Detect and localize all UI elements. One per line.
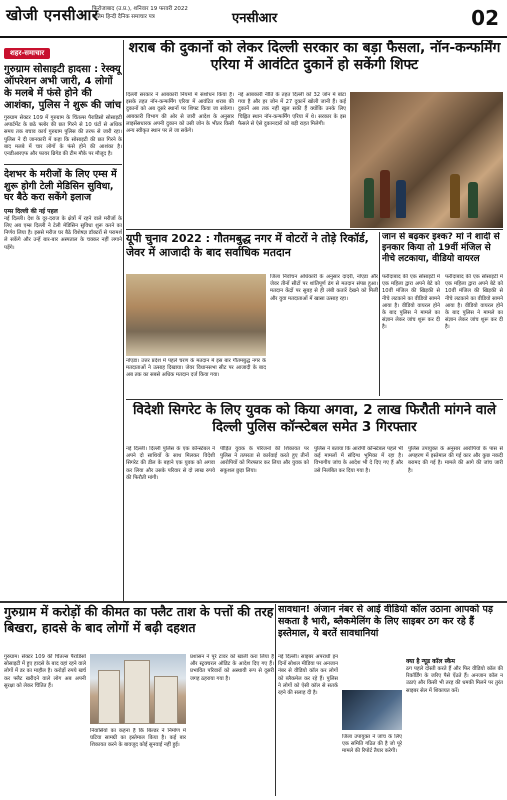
bottle-shape [396,180,406,218]
page-number: 02 [471,6,499,30]
story-body: पुलिस उपायुक्त के अनुसार आरोपियों के पास से अपहरण में इस्तेमाल की गई कार और कुछ नकदी बरामद की गई है। मामले की आगे की जांच जारी है। [408,446,503,474]
story-body: गुरुग्राम। सेक्टर 109 की चिंतल्स पैराडिसो सोसाइटी में हुए हादसे के बाद वहां रहने वाले लोगों में डर का माहौल है। करोड़ों रुपये खर्च कर फ्लैट खरीदने वाले लोग अब अपनी सुरक्षा को लेकर चिंतित हैं। [4,654,86,689]
story-subhead: क्या है न्यूड कॉल स्कैम [406,658,456,665]
bottle-shape [364,178,374,218]
section-divider [126,399,503,400]
story-headline: सावधान! अंजान नंबर से आई वीडियो कॉल उठाना आपको पड़ सकता है भारी, ब्लैकमेलिंग के लिए साइबर ठग कर रहे हैं इस्तेमाल, ये बरतें सावधानियां [278,604,493,639]
column-divider [123,40,124,602]
story-subhead: एम्स दिल्ली की नई पहल [4,207,58,215]
column-divider [275,604,276,796]
story-headline: गुरुग्राम सोसाइटी हादसा : रेस्क्यू ऑपरेशन अभी जारी, 4 लोगों के मलबे में फंसे होने की आशंका, पुलिस ने शुरू की जांच [4,64,122,111]
section-title: एनसीआर [232,11,278,26]
collapsed-building-photo [90,654,186,724]
story-body: गुरुग्राम सेक्टर 109 में गुरुग्राम के चिंतल्स पैराडिसो सोसाइटी अपार्टमेंट के छठे फ्लोर की छत गिरने से 10 घंटों से अधिक समय तक बचाव कार्य गुरुग्राम पुलिस की तरफ से जारी रहा। पुलिस ने दी जानकारी में कहा कि सोसाइटी की छत गिरने के बाद मलबे में चार लोगों के फंसे होने की आशंका है। एनडीआरएफ और फायर ब्रिगेड की टीम मौके पर मौजूद है। [4,115,122,158]
story-body: फरीदाबाद की एक सोसाइटी में एक महिला द्वारा अपने बेटे को 10वीं मंजिल की खिड़की से नीचे लटकाने का वीडियो सामने आया है। वीडियो वायरल होने के बाद पुलिस ने मामले का संज्ञान लेकर जांच शुरू कर दी है। [382,274,440,331]
story-headline: यूपी चुनाव 2022 : गौतमबुद्ध नगर में वोटरों ने तोड़े रिकॉर्ड, जेवर में आजादी के बाद सर्वाधिक मतदान [126,232,369,259]
story-body: नोएडा। उत्तर प्रदेश में पहले चरण के मतदान में इस बार गौतमबुद्ध नगर के मतदाताओं ने उत्साह दिखाया। जेवर विधानसभा सीट पर आजादी के बाद अब तक का सबसे अधिक मतदान दर्ज किया गया। [126,358,266,379]
story-body: पुलिस ने बताया कि आरोपी कॉन्स्टेबल पहले भी कई मामलों में संदिग्ध भूमिका में रहा है। विभागीय जांच के आदेश भी दे दिए गए हैं और उसे निलंबित कर दिया गया है। [314,446,403,474]
liquor-shop-photo [350,92,503,228]
story-headline: देशभर के मरीजों के लिए एम्स में शुरू होगी टेली मेडिसिन सुविधा, घर बैठे करा सकेंगे इलाज [4,164,122,204]
brand-name: खोजी एनसीआर [6,6,99,24]
tower-shape [124,660,150,724]
story-body: दिल्ली सरकार ने आबकारी नियमों में संशोधन किया है। इसके तहत नॉन-कन्फर्मिंग एरिया में आवंटित शराब की दुकानों को अब दूसरे स्थानों पर शिफ्ट किया जा सकेगा। आबकारी विभाग की ओर से जारी आदेश के अनुसार लाइसेंसधारक अपनी दुकान को उसी जोन के भीतर किसी अन्य स्वीकृत स्थान पर ले जा सकेंगे। [126,92,234,135]
bottle-shape [380,170,390,218]
masthead [0,0,507,38]
story-headline: विदेशी सिगरेट के लिए युवक को किया अगवा, 2 लाख फिरौती मांगने वाले दिल्ली पुलिस कॉन्स्टेबल समेत 3 गिरफ्तार [132,402,497,435]
story-body: निवासियों का कहना है कि बिल्डर ने निर्माण में घटिया सामग्री का इस्तेमाल किया है। कई बार शिकायत करने के बावजूद कोई सुनवाई नहीं हुई। [90,728,186,749]
story-body: नई दिल्ली। साइबर अपराधी इन दिनों सोशल मीडिया पर अनजान नंबर से वीडियो कॉल कर लोगों को ब्लैकमेल कर रहे हैं। पुलिस ने लोगों को ऐसी कॉल से सतर्क रहने की सलाह दी है। [278,654,338,697]
tower-shape [154,676,178,724]
story-body: फरीदाबाद की एक सोसाइटी में एक महिला द्वारा अपने बेटे को 10वीं मंजिल की खिड़की से नीचे लटकाने का वीडियो सामने आया है। वीडियो वायरल होने के बाद पुलिस ने मामले का संज्ञान लेकर जांच शुरू कर दी है। [445,274,503,331]
bottle-shape [468,182,478,218]
story-body: नई दिल्ली। दिल्ली पुलिस के एक कॉन्स्टेबल ने अपने दो साथियों के साथ मिलकर विदेशी सिगरेट की डील के बहाने एक युवक को अगवा कर लिया और उसके परिवार से दो लाख रुपये की फिरौती मांगी। [126,446,215,481]
voters-queue-photo [126,274,266,356]
lead-headline: शराब की दुकानों को लेकर दिल्ली सरकार का बड़ा फैसला, नॉन-कन्फर्मिंग एरिया में आवंटित दुकानें हो सकेंगी शिफ्ट [128,40,501,73]
section-tag: शहर-समाचार [4,48,50,59]
column-divider [379,232,380,396]
story-body: नई आबकारी नीति के तहत दिल्ली को 32 जोन में बांटा गया है और हर जोन में 27 दुकानें खोली जानी हैं। कई दुकानें अब तक नहीं खुल सकी हैं क्योंकि उनके लिए चिह्नित स्थान नॉन-कन्फर्मिंग एरिया में थे। सरकार के इस फैसले से ऐसे दुकानदारों को बड़ी राहत मिलेगी। [238,92,346,127]
left-column [4,40,122,604]
bottle-shape [450,174,460,218]
section-divider [0,601,507,603]
tower-shape [98,670,120,724]
story-body: जिला निर्वाचन अधिकारी के अनुसार दादरी, नोएडा और जेवर तीनों सीटों पर शांतिपूर्ण ढंग से मतदान संपन्न हुआ। मतदान केंद्रों पर सुबह से ही लंबी कतारें देखने को मिलीं और युवा मतदाताओं में खासा उत्साह रहा। [270,274,378,302]
story-body: प्रशासन ने पूरे टावर को खाली करा लिया है और स्ट्रक्चरल ऑडिट के आदेश दिए गए हैं। प्रभावित परिवारों को अस्थायी रूप से दूसरी जगह ठहराया गया है। [190,654,274,682]
story-body: पीड़ित युवक के परिजनों की शिकायत पर पुलिस ने तत्परता से कार्रवाई करते हुए तीनों आरोपियों को गिरफ्तार कर लिया और युवक को सकुशल छुड़ा लिया। [220,446,309,474]
section-divider [126,229,503,230]
story-headline: गुरुग्राम में करोड़ों की कीमत का फ्लैट ताश के पत्तों की तरह बिखरा, हादसे के बाद लोगों में बढ़ी दहशत [4,604,274,635]
story-body: नई दिल्ली। देश के दूर-दराज के क्षेत्रों में रहने वाले मरीजों के लिए अब एम्स दिल्ली ने टेली मेडिसिन सुविधा शुरू करने का निर्णय लिया है। इससे मरीज घर बैठे विशेषज्ञ डॉक्टरों से परामर्श ले सकेंगे और उन्हें बार-बार अस्पताल के चक्कर नहीं लगाने पड़ेंगे। [4,215,122,251]
story-body: ठग पहले दोस्ती करते हैं और फिर वीडियो कॉल की रिकॉर्डिंग के जरिए पैसे ऐंठते हैं। अनजान कॉल न उठाएं और किसी भी तरह की धमकी मिलने पर तुरंत साइबर सेल में शिकायत करें। [406,666,503,694]
cyber-sidebar [406,654,503,796]
dateline [92,5,188,21]
phone-video-call-photo [342,690,402,730]
story-body: जिला उपायुक्त ने जांच के लिए एक समिति गठित की है जो पूरे मामले की रिपोर्ट तैयार करेगी। [342,734,402,755]
dateline-tagline: अंतिम हिन्दी दैनिक समाचार पत्र [92,14,155,20]
story-headline: जान से बढ़कर इश्क? मां ने शादी से इनकार किया तो 19वीं मंजिल से नीचे लटकाया, वीडियो वायरल [382,232,500,264]
dateline-date: फिरोजाबाद (उ.प्र.), शनिवार 19 फरवरी 2022 [92,6,188,12]
